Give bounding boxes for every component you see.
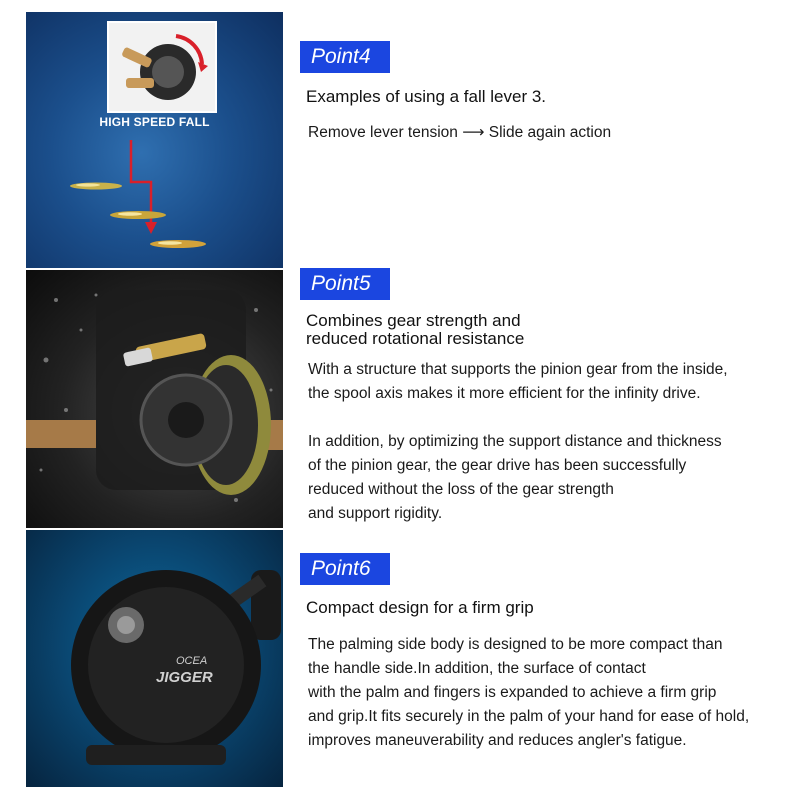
point5-body-line: of the pinion gear, the gear drive has been successfully (308, 457, 687, 474)
point6-badge: Point6 (300, 553, 390, 585)
point6-body (308, 633, 749, 753)
gear-drive-image (26, 270, 283, 528)
point6-body-line: with the palm and fingers is expanded to achieve a firm grip (308, 684, 717, 701)
point5-body-line: and support rigidity. (308, 505, 443, 522)
point6-body-line: The palming side body is designed to be more compact than (308, 636, 723, 653)
point4-heading-line: Examples of using a fall lever 3. (306, 87, 547, 106)
point5-body-line: the spool axis makes it more efficient for the infinity drive. (308, 385, 701, 402)
point5-heading-line: reduced rotational resistance (306, 329, 525, 348)
point5-badge: Point5 (300, 268, 390, 300)
point5-body-line: reduced without the loss of the gear strength (308, 481, 614, 498)
ocea-jigger-reel-image (26, 530, 283, 787)
point6-body-line: improves maneuverability and reduces angler's fatigue. (308, 732, 687, 749)
point5-heading-line: Combines gear strength and (306, 311, 521, 330)
point6-body-line: the handle side.In addition, the surface of contact (308, 660, 646, 677)
jigger-logo-text: JIGGER (156, 669, 213, 686)
point5-body-line: In addition, by optimizing the support distance and thickness (308, 433, 722, 450)
point6-heading-line: Compact design for a firm grip (306, 598, 534, 617)
point5-body-line (308, 406, 728, 430)
point4-body-line: Remove lever tension ⟶ Slide again action (308, 124, 612, 141)
point5-body-line: With a structure that supports the pinion gear from the inside, (308, 361, 728, 378)
high-speed-fall-image (26, 12, 283, 268)
point5-heading (306, 312, 524, 348)
point6-heading (306, 599, 534, 617)
high-speed-fall-caption: HIGH SPEED FALL (99, 115, 210, 129)
ocea-logo-text: OCEA (176, 655, 208, 667)
point4-heading (306, 88, 546, 106)
point6-body-line: and grip.It fits securely in the palm of your hand for ease of hold, (308, 708, 750, 725)
point4-badge: Point4 (300, 41, 390, 73)
point4-body (308, 121, 611, 145)
point5-body (308, 358, 728, 526)
